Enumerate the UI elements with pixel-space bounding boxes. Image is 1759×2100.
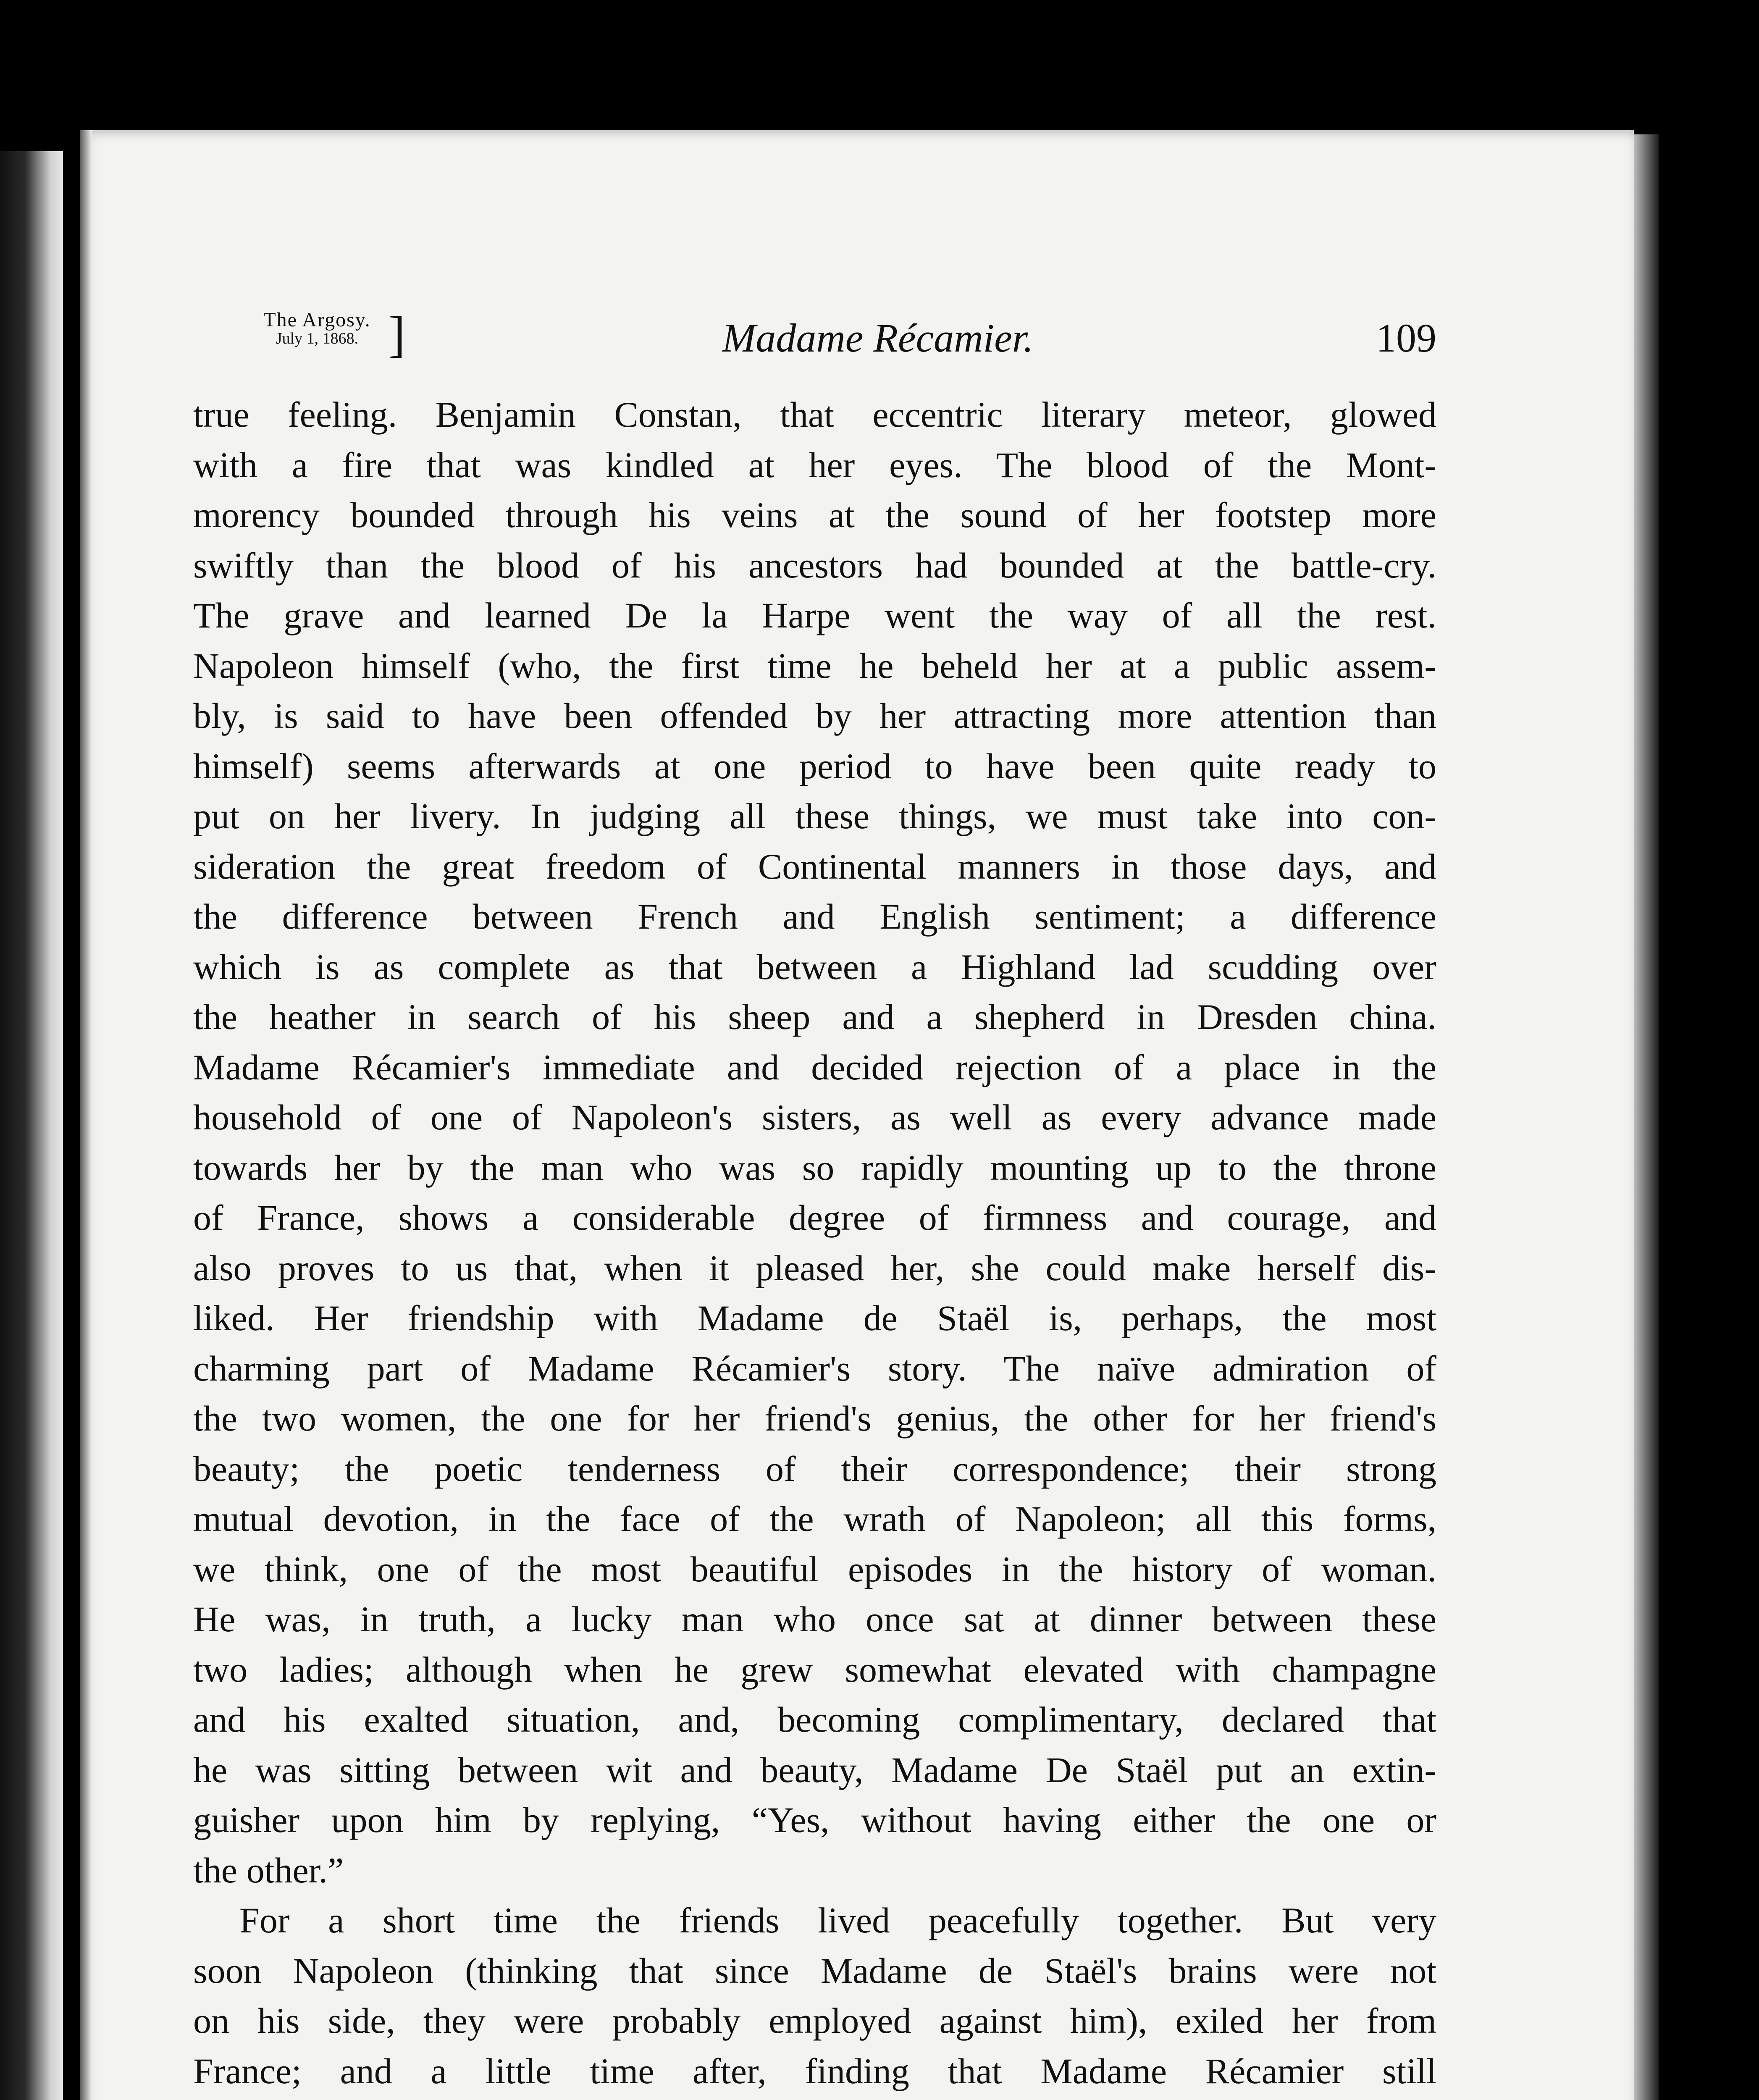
- bracket: ]: [389, 306, 405, 362]
- text-line: the difference between French and English sentiment; a difference: [193, 896, 1436, 937]
- text-line: with a fire that was kindled at her eyes. The blood of the Mont-: [193, 444, 1436, 485]
- text-line: himself) seems afterwards at one period to have been quite ready to: [193, 746, 1436, 786]
- text-line: two ladies; although when he grew somewhat elevated with champagne: [193, 1649, 1436, 1690]
- text-line: liked. Her friendship with Madame de Staël is, perhaps, the most: [193, 1298, 1436, 1338]
- text-line: For a short time the friends lived peacefully together. But very: [239, 1900, 1436, 1940]
- text-line: which is as complete as that between a Highland lad scudding over: [193, 946, 1436, 987]
- page-gutter-shadow: [80, 130, 92, 2100]
- text-line: we think, one of the most beautiful episodes in the history of woman.: [193, 1549, 1436, 1589]
- text-line: towards her by the man who was so rapidly mounting up to the throne: [193, 1147, 1436, 1188]
- text-line: morency bounded through his veins at the sound of her footstep more: [193, 495, 1436, 535]
- text-line: household of one of Napoleon's sisters, as well as every advance made: [193, 1097, 1436, 1137]
- page-fore-edge: [1634, 134, 1659, 2100]
- text-line: the two women, the one for her friend's genius, the other for her friend's: [193, 1398, 1436, 1438]
- text-line: also proves to us that, when it pleased her, she could make herself dis-: [193, 1247, 1436, 1288]
- text-line: on his side, they were probably employed against him), exiled her from: [193, 2000, 1436, 2041]
- text-line: of France, shows a considerable degree of firmness and courage, and: [193, 1197, 1436, 1238]
- page-number: 109: [1376, 315, 1436, 360]
- text-line: He was, in truth, a lucky man who once sat at dinner between these: [193, 1599, 1436, 1639]
- text-line: true feeling. Benjamin Constan, that eccentric literary meteor, glowed: [193, 394, 1436, 435]
- text-line: bly, is said to have been offended by her attracting more attention than: [193, 696, 1436, 736]
- running-head: [206, 306, 1436, 378]
- text-line: beauty; the poetic tenderness of their correspondence; their strong: [193, 1448, 1436, 1489]
- text-line: mutual devotion, in the face of the wrath of Napoleon; all this forms,: [193, 1499, 1436, 1539]
- text-line: charming part of Madame Récamier's story. The naïve admiration of: [193, 1348, 1436, 1389]
- text-line: the other.”: [193, 1850, 344, 1890]
- text-line: France; and a little time after, finding that Madame Récamier still: [193, 2050, 1436, 2091]
- text-line: Napoleon himself (who, the first time he beheld her at a public assem-: [193, 645, 1436, 686]
- body-text: [193, 390, 1436, 2100]
- text-line: guisher upon him by replying, “Yes, without having either the one or: [193, 1800, 1436, 1840]
- issue-date: July 1, 1868.: [276, 330, 359, 347]
- journal-name: The Argosy.: [263, 309, 371, 331]
- text-line: and his exalted situation, and, becoming complimentary, declared that: [193, 1699, 1436, 1740]
- text-line: the heather in search of his sheep and a shepherd in Dresden china.: [193, 997, 1436, 1037]
- text-line: The grave and learned De la Harpe went the way of all the rest.: [193, 595, 1436, 635]
- text-line: soon Napoleon (thinking that since Madame de Staël's brains were not: [193, 1950, 1436, 1991]
- text-line: he was sitting between wit and beauty, Madame De Staël put an extin-: [193, 1749, 1436, 1790]
- previous-page-edge: [0, 151, 63, 2100]
- text-line: swiftly than the blood of his ancestors had bounded at the battle-cry.: [193, 545, 1436, 585]
- text-line: Madame Récamier's immediate and decided rejection of a place in the: [193, 1047, 1436, 1087]
- text-line: put on her livery. In judging all these things, we must take into con-: [193, 796, 1436, 836]
- page-title: Madame Récamier.: [722, 315, 1034, 360]
- text-line: [193, 2096, 1436, 2100]
- text-line: sideration the great freedom of Continental manners in those days, and: [193, 846, 1436, 887]
